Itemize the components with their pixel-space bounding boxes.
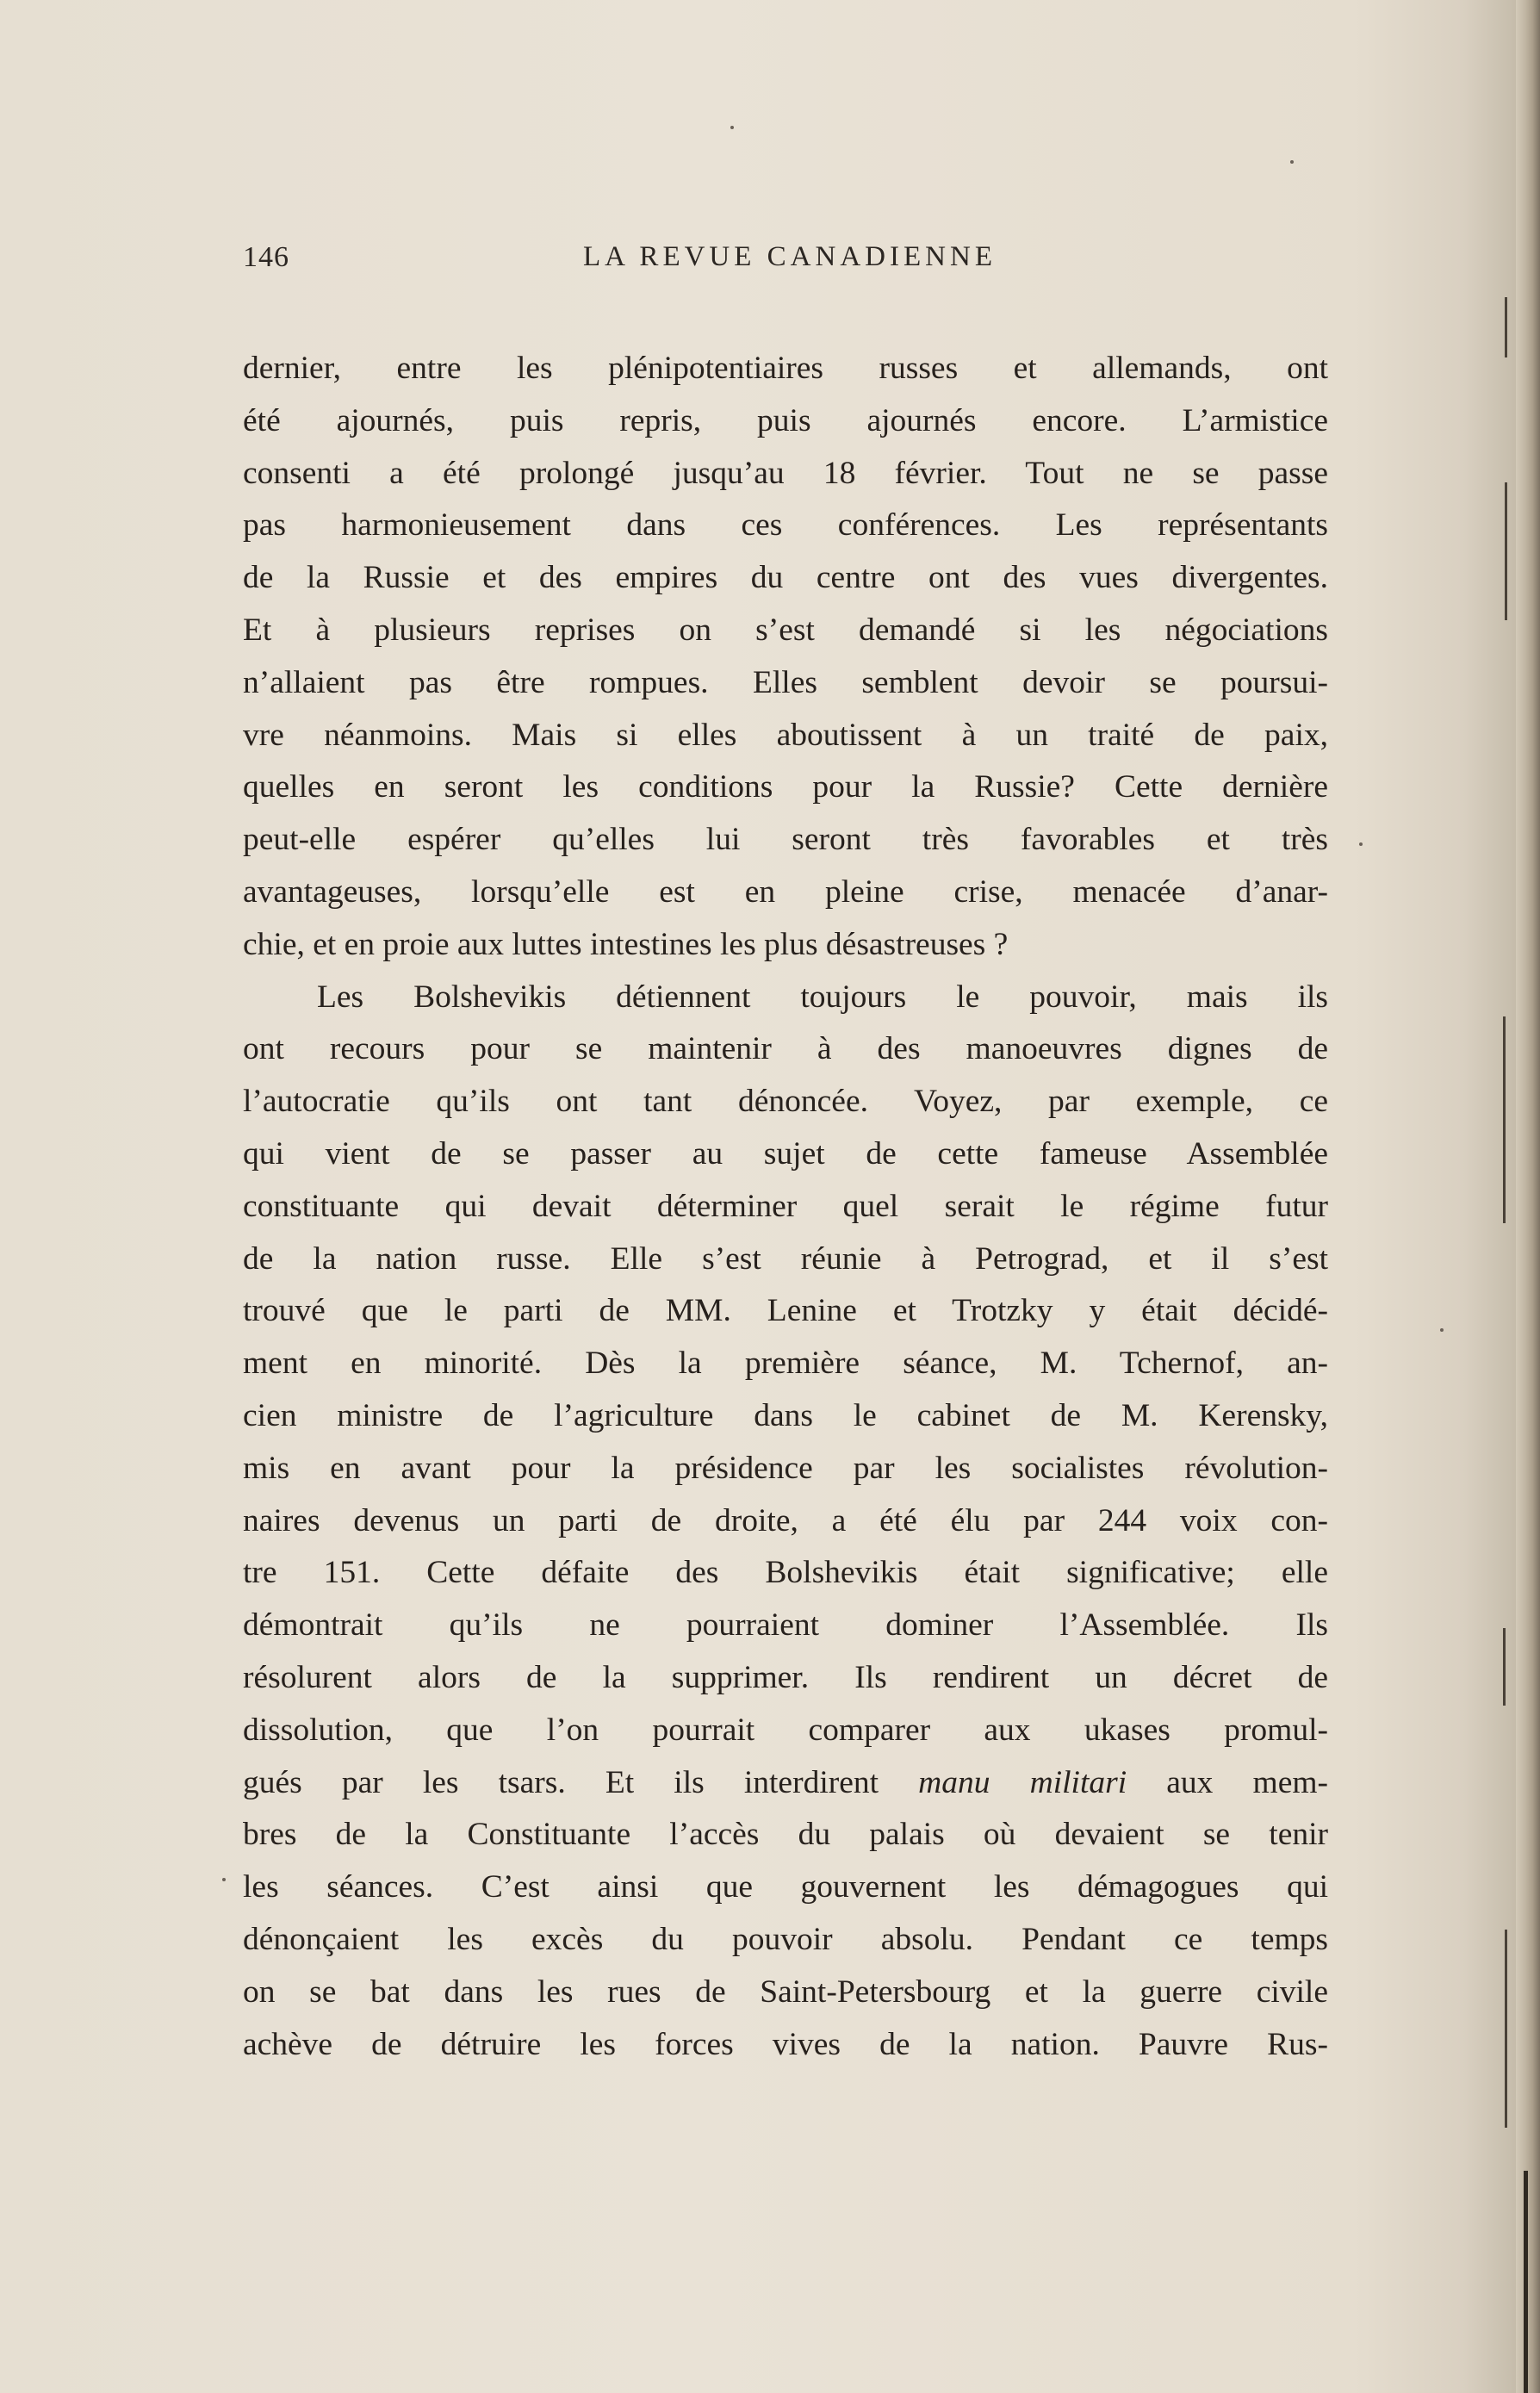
text-line: bres de la Constituante l’accès du palais où devaient se tenir — [243, 1817, 1328, 1853]
text-line: vre néanmoins. Mais si elles aboutissent à un traité de paix, — [243, 717, 1328, 753]
page-edge-mark — [1524, 2171, 1528, 2393]
text-line: les séances. C’est ainsi que gouvernent les démagogues qui — [243, 1869, 1328, 1905]
text-line: n’allaient pas être rompues. Elles semblent devoir se poursui- — [243, 664, 1328, 700]
text-line: dénonçaient les excès du pouvoir absolu. Pendant ce temps — [243, 1921, 1328, 1957]
text-line: chie, et en proie aux luttes intestines les plus désastreuses ? — [243, 926, 1009, 962]
text-line: peut-elle espérer qu’elles lui seront très favorables et très — [243, 822, 1328, 858]
page-edge-mark — [1503, 1628, 1506, 1706]
page-edge-mark — [1503, 1016, 1506, 1223]
text-line: pas harmonieusement dans ces conférences. Les représentants — [243, 507, 1328, 544]
text-line: mis en avant pour la présidence par les socialistes révolution- — [243, 1450, 1328, 1486]
text-line: tre 151. Cette défaite des Bolshevikis était significative; elle — [243, 1555, 1328, 1591]
text-line: ment en minorité. Dès la première séance, M. Tchernof, an- — [243, 1346, 1328, 1382]
text-segment: gués par les tsars. Et ils interdirent — [243, 1764, 879, 1800]
body-text — [243, 343, 1328, 2071]
text-line: on se bat dans les rues de Saint-Petersbourg et la guerre civile — [243, 1973, 1328, 2010]
running-title: LA REVUE CANADIENNE — [583, 241, 997, 272]
text-line: avantageuses, lorsqu’elle est en pleine crise, menacée d’anar- — [243, 873, 1328, 910]
page-header — [243, 241, 1337, 284]
text-line: consenti a été prolongé jusqu’au 18 février. Tout ne se passe — [243, 455, 1328, 491]
page-number: 146 — [243, 241, 289, 273]
italic-phrase: manu militari — [918, 1764, 1127, 1800]
page-edge-shadow — [1516, 0, 1540, 2393]
page-edge-mark — [1505, 482, 1507, 620]
paper-speck — [1359, 842, 1363, 846]
text-line: de la nation russe. Elle s’est réunie à Petrograd, et il s’est — [243, 1240, 1328, 1277]
text-segment: aux mem- — [1166, 1764, 1328, 1800]
paragraph-first-line: Les Bolshevikis détiennent toujours le pouvoir, mais ils — [317, 979, 1328, 1015]
page-edge-mark — [1505, 1930, 1507, 2128]
text-line: démontrait qu’ils ne pourraient dominer l’Assemblée. Ils — [243, 1607, 1328, 1644]
text-line: été ajournés, puis repris, puis ajournés encore. L’armistice — [243, 402, 1328, 438]
text-line: constituante qui devait déterminer quel serait le régime futur — [243, 1188, 1328, 1224]
text-line: résolurent alors de la supprimer. Ils rendirent un décret de — [243, 1659, 1328, 1695]
text-line: naires devenus un parti de droite, a été élu par 244 voix con- — [243, 1502, 1328, 1538]
text-line: trouvé que le parti de MM. Lenine et Trotzky y était décidé- — [243, 1293, 1328, 1329]
page-edge-mark — [1505, 297, 1507, 357]
text-line: de la Russie et des empires du centre ont des vues divergentes. — [243, 560, 1328, 596]
text-line: l’autocratie qu’ils ont tant dénoncée. Voyez, par exemple, ce — [243, 1084, 1328, 1120]
text-line-with-italic — [243, 1757, 1328, 1810]
text-line: Et à plusieurs reprises on s’est demandé si les négociations — [243, 612, 1328, 648]
paper-speck — [222, 1878, 226, 1881]
paper-speck — [730, 126, 734, 129]
text-line: dernier, entre les plénipotentiaires russes et allemands, ont — [243, 351, 1328, 386]
text-line: dissolution, que l’on pourrait comparer aux ukases promul- — [243, 1712, 1328, 1748]
paper-speck — [1290, 160, 1294, 164]
text-line: achève de détruire les forces vives de la nation. Pauvre Rus- — [243, 2026, 1328, 2062]
text-line: cien ministre de l’agriculture dans le cabinet de M. Kerensky, — [243, 1397, 1328, 1433]
text-line: qui vient de se passer au sujet de cette fameuse Assemblée — [243, 1135, 1328, 1172]
text-line: ont recours pour se maintenir à des manoeuvres dignes de — [243, 1031, 1328, 1067]
text-line: quelles en seront les conditions pour la Russie? Cette dernière — [243, 769, 1328, 805]
paper-speck — [1440, 1328, 1444, 1332]
